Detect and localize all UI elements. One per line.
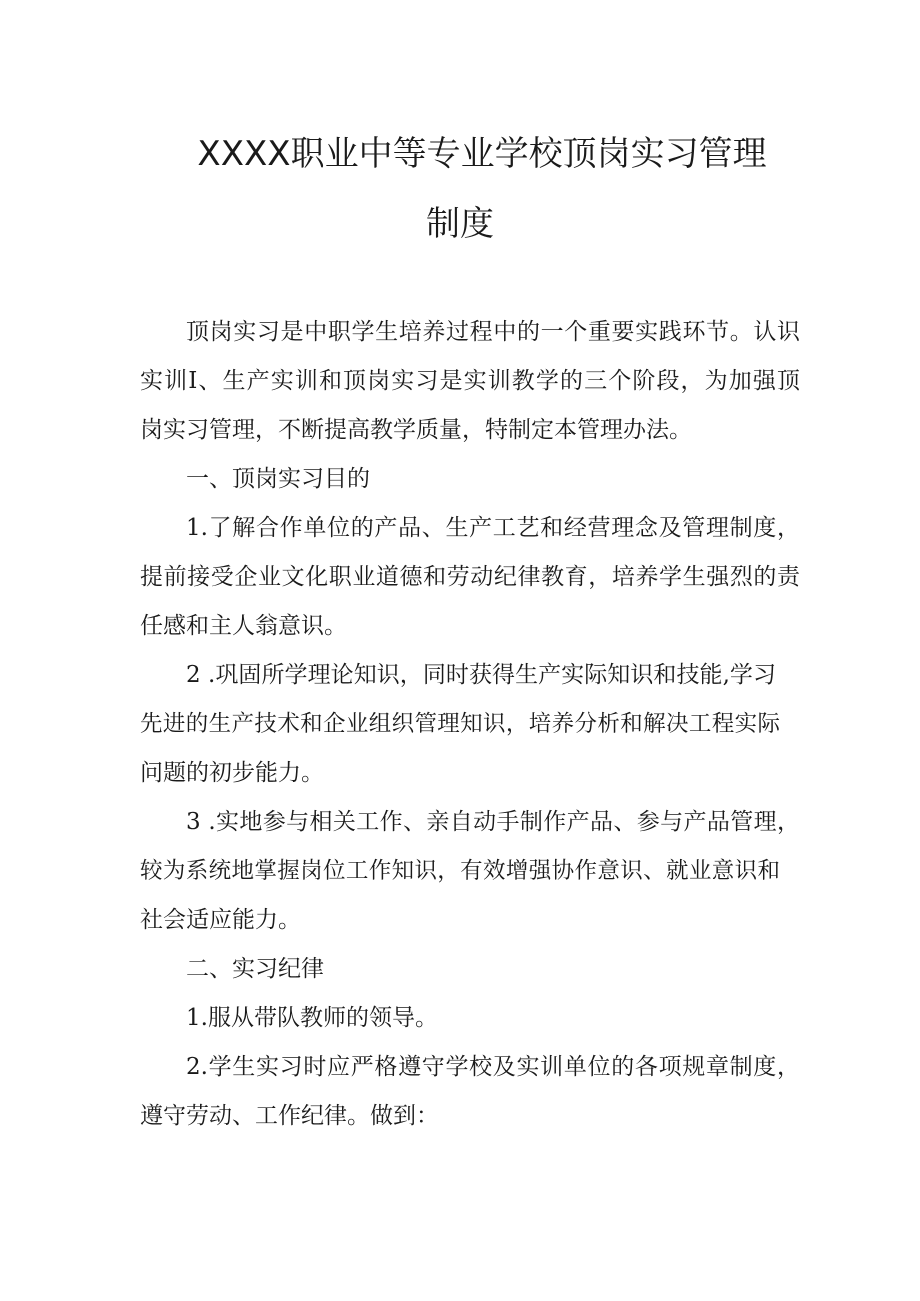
- list-item-line: 1.服从带队教师的领导。: [186, 1005, 438, 1031]
- document-body: [140, 308, 800, 1141]
- list-item-line: 提前接受企业文化职业道德和劳动纪律教育，培养学生强烈的责: [140, 564, 800, 590]
- list-item-line: 3 .实地参与相关工作、亲自动手制作产品、参与产品管理，: [186, 809, 800, 835]
- list-item-line: 问题的初步能力。: [140, 760, 324, 786]
- paragraph-line: 实训I、生产实训和顶岗实习是实训教学的三个阶段，为加强顶: [140, 368, 800, 394]
- paragraph-line: 顶岗实习是中职学生培养过程中的一个重要实践环节。认识: [186, 319, 800, 345]
- list-item-line: 2.学生实习时应严格遵守学校及实训单位的各项规章制度，: [186, 1054, 800, 1080]
- list-item-line: 任感和主人翁意识。: [140, 613, 347, 639]
- list-item-line: 1.了解合作单位的产品、生产工艺和经营理念及管理制度，: [186, 515, 800, 541]
- document-title: XXXX职业中等专业学校顶岗实习管理: [197, 134, 767, 174]
- section-heading: 二、实习纪律: [186, 956, 324, 982]
- list-item-line: 社会适应能力。: [140, 907, 301, 933]
- list-item-line: 先进的生产技术和企业组织管理知识，培养分析和解决工程实际: [140, 711, 780, 737]
- list-item-line: 较为系统地掌握岗位工作知识，有效增强协作意识、就业意识和: [140, 858, 780, 884]
- document-title-continued: 制度: [426, 204, 494, 244]
- paragraph-line: 岗实习管理，不断提高教学质量，特制定本管理办法。: [140, 417, 692, 443]
- list-item-line: 2 .巩固所学理论知识，同时获得生产实际知识和技能,学习: [186, 662, 776, 688]
- section-heading: 一、顶岗实习目的: [186, 466, 370, 492]
- list-item-line: 遵守劳动、工作纪律。做到：: [140, 1103, 439, 1129]
